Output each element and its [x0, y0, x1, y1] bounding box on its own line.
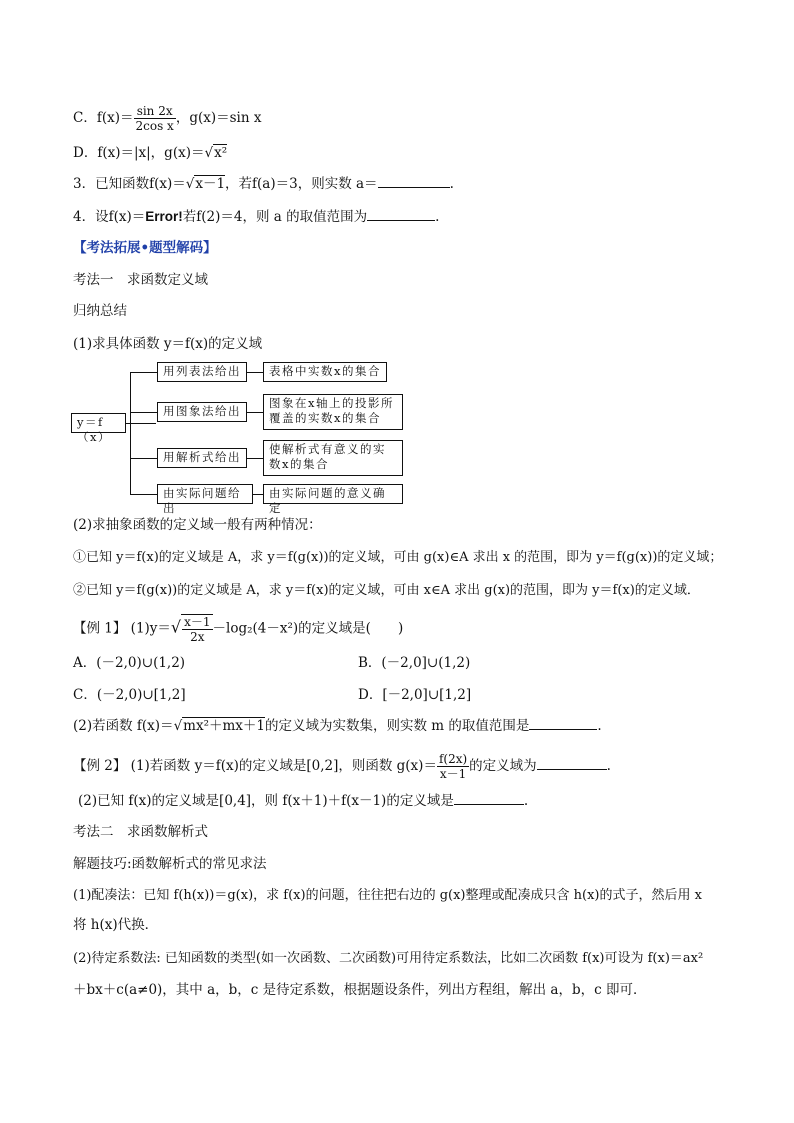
option-c-denominator: 2cos x	[135, 119, 174, 133]
ex1-option-b[interactable]: B．(－2,0]∪(1,2)	[358, 655, 471, 671]
ex2-post: 的定义域为	[469, 758, 537, 774]
ex2-fraction	[437, 752, 469, 781]
tips-title: 解题技巧:函数解析式的常见求法	[73, 856, 267, 872]
diagram-result-formula: 使解析式有意义的实数x的集合	[263, 440, 403, 476]
example-2	[73, 752, 611, 781]
diagram-result-table: 表格中实数x的集合	[263, 362, 387, 382]
q4-pre: 4．设f(x)＝	[73, 209, 146, 225]
ex1-post: －log₂(4－x²)的定义域是( )	[212, 620, 404, 637]
ex1-pre: 【例 1】 (1)y＝	[73, 620, 171, 637]
option-d: D．f(x)＝|x|，g(x)＝√x²	[73, 145, 228, 161]
ex2-2-pre: (2)已知 f(x)的定义域是[0,4]，则 f(x＋1)＋f(x－1)的定义域是	[78, 793, 454, 809]
q3-post: ，若f(a)＝3，则实数 a＝	[225, 176, 378, 192]
tip-2-line-1: (2)待定系数法: 已知函数的类型(如一次函数、二次函数)可用待定系数法，比如二次函数 f(x)可设为 f(x)＝ax²	[73, 951, 704, 966]
diagram-arrow-3	[247, 458, 263, 459]
diagram-result-practical: 由实际问题的意义确定	[263, 484, 403, 504]
ex1-2-post: 的定义域为实数集，则实数 m 的取值范围是	[265, 718, 530, 734]
q4-post: 若f(2)＝4，则 a 的取值范围为	[182, 209, 368, 225]
ex1-2-pre: (2)若函数 f(x)＝	[73, 718, 174, 734]
example-1: 【例 1】 (1)y＝√ $\frac{x-1}{2x}$ －log₂(4－x²)的定义域是( )	[73, 615, 404, 644]
diagram-method-formula: 用解析式给出	[157, 448, 247, 468]
diagram-trunk-line	[130, 372, 131, 494]
tip-2-line-2: ＋bx＋c(a≠0)，其中 a，b，c 是待定系数，根据题设条件，列出方程组，解出 a，b，c 即可．	[73, 982, 647, 998]
item-2: (2)求抽象函数的定义域一般有两种情况：	[73, 517, 322, 533]
ex1-2-end: .	[597, 718, 602, 734]
diagram-method-graph: 用图象法给出	[157, 402, 247, 422]
ex1-option-d[interactable]: D．[－2,0]∪[1,2]	[358, 687, 472, 703]
option-d-text: f(x)＝|x|，g(x)＝	[97, 145, 205, 161]
option-d-sqrt: x²	[214, 145, 228, 161]
ex1-option-c[interactable]: C．(－2,0)∪[1,2]	[73, 687, 186, 703]
diagram-arrow-2	[247, 412, 263, 413]
diagram-arrow-4	[253, 494, 263, 495]
ex1-option-a[interactable]: A．(－2,0)∪(1,2)	[73, 655, 186, 671]
diagram-branch-1	[130, 372, 157, 373]
ex1-numerator: x－1	[184, 615, 211, 629]
ex2-end: .	[606, 758, 611, 774]
option-d-label: D．	[73, 145, 98, 161]
diagram-method-table: 用列表法给出	[157, 362, 247, 382]
ex1-fraction	[181, 614, 212, 644]
example-1-part-2: (2)若函数 f(x)＝√mx²＋mx＋1的定义域为实数集，则实数 m 的取值范围是 .	[73, 718, 602, 734]
q3-answer-blank[interactable]	[378, 174, 450, 188]
question-4	[73, 207, 439, 227]
option-c	[73, 104, 261, 133]
option-c-label: C．	[73, 110, 97, 126]
ex1-2-sqrt: mx²＋mx＋1	[183, 718, 266, 734]
example-2-part-2	[78, 791, 528, 811]
q3-end: .	[449, 176, 454, 192]
ex2-2-end: .	[523, 793, 529, 809]
diagram-root-box: y＝f（x）	[71, 413, 126, 433]
diagram-branch-4	[130, 494, 157, 495]
diagram-branch-3	[130, 458, 157, 459]
ex2-denominator: x－1	[439, 767, 467, 781]
tip-1-line-2: 将 h(x)代换．	[73, 917, 159, 933]
diagram-method-practical: 由实际问题给出	[157, 484, 253, 504]
section-header: 【考法拓展•题型解码】	[73, 240, 217, 256]
option-c-fraction	[134, 104, 176, 133]
tip-1-line-1: (1)配凑法：已知 f(h(x))＝g(x)，求 f(x)的问题，往往把右边的 g(x)整理或配凑成只含 h(x)的式子，然后用 x	[73, 888, 702, 903]
summary-label: 归纳总结	[73, 303, 127, 319]
q4-answer-blank[interactable]	[367, 207, 435, 221]
diagram-result-graph: 图象在x轴上的投影所覆盖的实数x的集合	[263, 394, 403, 430]
method-2-title: 考法二 求函数解析式	[73, 824, 208, 840]
domain-method-diagram	[71, 360, 411, 515]
case-2: ②已知 y＝f(g(x))的定义域是 A，求 y＝f(x)的定义域，可由 x∈A 求出 g(x)的范围，即为 y＝f(x)的定义域．	[73, 583, 700, 598]
ex1-denominator: 2x	[190, 630, 205, 644]
option-c-f: f(x)＝	[96, 110, 134, 126]
diagram-branch-2	[130, 412, 157, 413]
item-1: (1)求具体函数 y＝f(x)的定义域	[73, 336, 263, 352]
diagram-arrow-1	[247, 372, 263, 373]
case-1: ①已知 y＝f(x)的定义域是 A，求 y＝f(g(x))的定义域，可由 g(x)∈A 求出 x 的范围，即为 y＝f(g(x))的定义域；	[73, 550, 723, 565]
ex1-2-answer-blank[interactable]	[529, 716, 597, 730]
ex2-answer-blank[interactable]	[537, 756, 607, 770]
method-1-title: 考法一 求函数定义域	[73, 272, 208, 288]
ex2-numerator: f(2x)	[438, 752, 468, 766]
question-3: 3．已知函数f(x)＝√x－1，若f(a)＝3，则实数 a＝ .	[73, 176, 454, 192]
q3-pre: 3．已知函数f(x)＝	[73, 176, 186, 192]
q4-error-text: Error!	[145, 209, 183, 224]
ex2-pre: 【例 2】 (1)若函数 y＝f(x)的定义域是[0,2]，则函数 g(x)＝	[73, 758, 437, 774]
q3-sqrt: x－1	[195, 176, 226, 192]
option-c-numerator: sin 2x	[134, 104, 176, 119]
q4-end: .	[435, 209, 440, 225]
ex2-2-answer-blank[interactable]	[454, 791, 524, 805]
option-c-g: ，g(x)＝sin x	[175, 110, 262, 126]
